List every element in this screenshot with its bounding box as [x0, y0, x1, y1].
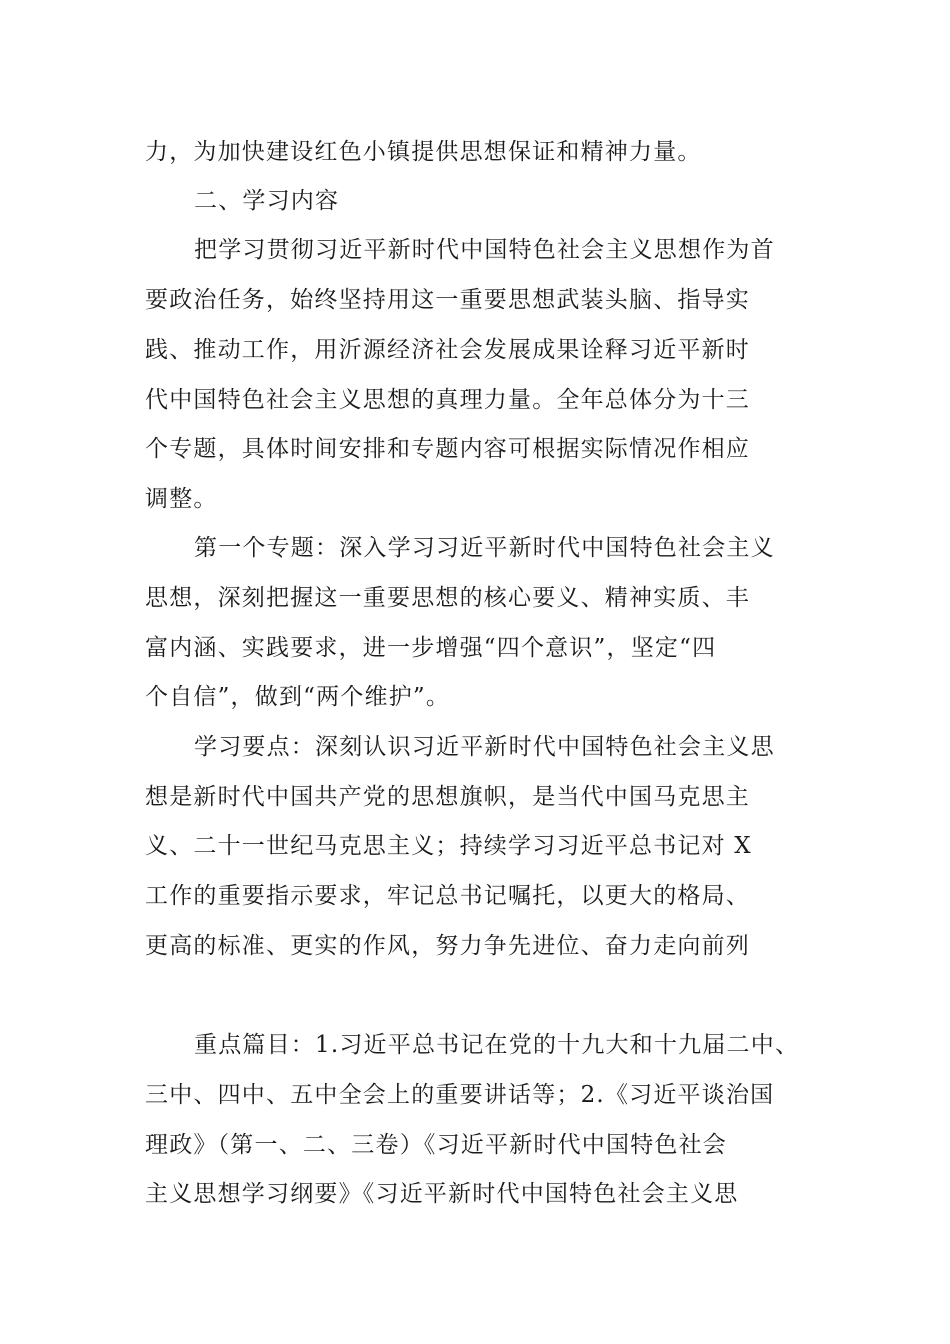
paragraph-line: 三中、四中、五中全会上的重要讲话等；2.《习近平谈治国 [145, 1082, 775, 1108]
paragraph-line: 践、推动工作，用沂源经济社会发展成果诠释习近平新时 [145, 337, 750, 363]
paragraph-line: 个专题，具体时间安排和专题内容可根据实际情况作相应 [145, 436, 750, 462]
paragraph-line: 工作的重要指示要求，牢记总书记嘱托，以更大的格局、 [145, 883, 750, 909]
paragraph-line: 想是新时代中国共产党的思想旗帜，是当代中国马克思主 [145, 784, 750, 810]
paragraph-line: 个自信”，做到“两个维护”。 [145, 684, 451, 710]
paragraph-line: 第一个专题：深入学习习近平新时代中国特色社会主义 [194, 535, 775, 561]
paragraph-line: 把学习贯彻习近平新时代中国特色社会主义思想作为首 [194, 237, 775, 263]
paragraph-line: 义、二十一世纪马克思主义；持续学习习近平总书记对 X [145, 833, 752, 859]
section-heading: 二、学习内容 [194, 188, 340, 214]
paragraph-line: 更高的标准、更实的作风，努力争先进位、奋力走向前列 [145, 933, 750, 959]
paragraph-line: 力，为加快建设红色小镇提供思想保证和精神力量。 [145, 139, 702, 165]
paragraph-line: 思想，深刻把握这一重要思想的核心要义、精神实质、丰 [145, 585, 750, 611]
paragraph-line: 主义思想学习纲要》《习近平新时代中国特色社会主义思 [145, 1181, 739, 1207]
paragraph-line: 重点篇目：1.习近平总书记在党的十九大和十九届二中、 [194, 1032, 800, 1058]
paragraph-line: 学习要点：深刻认识习近平新时代中国特色社会主义思 [194, 734, 775, 760]
paragraph-line: 富内涵、实践要求，进一步增强“四个意识”，坚定“四 [145, 635, 717, 661]
paragraph-line: 代中国特色社会主义思想的真理力量。全年总体分为十三 [145, 387, 750, 413]
paragraph-line: 调整。 [145, 486, 218, 512]
paragraph-line: 要政治任务，始终坚持用这一重要思想武装头脑、指导实 [145, 287, 750, 313]
paragraph-line: 理政》（第一、二、三卷）《习近平新时代中国特色社会 [145, 1132, 727, 1158]
